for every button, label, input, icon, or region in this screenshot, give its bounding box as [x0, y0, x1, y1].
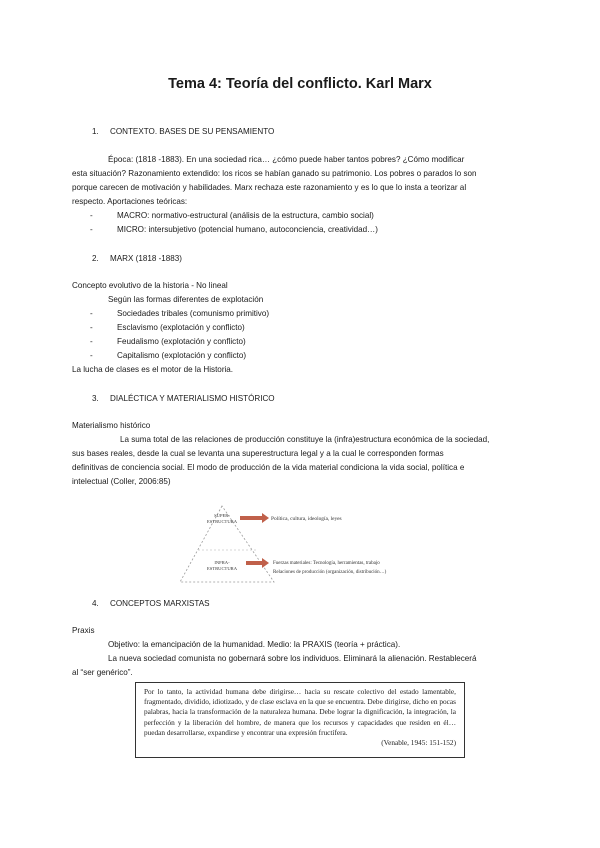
- section-4-line-2: La nueva sociedad comunista no gobernará sobre los individuos. Eliminará la alienación. Restablecerá: [108, 654, 477, 663]
- bullet-text: Capitalismo (explotación y conflicto): [117, 351, 247, 360]
- infrastructure-label-2: ESTRUCTURA: [206, 566, 238, 571]
- bullet-item: - MICRO: intersubjetivo (potencial humano, autoconciencia, creatividad…): [90, 225, 378, 234]
- quote-citation: (Venable, 1945: 151-152): [381, 738, 456, 748]
- quote-text: Por lo tanto, la actividad humana debe dirigirse… hacia su rescate colectivo del estado lamentable, fragmentado, dividido, idiotizado, y de clase esclava en la que se encuentra. Debe dirigirse, dicho en pocas palabras, hacia la transformación de la naturaleza humana. Debe lograr la dignificación, la integración, la perfección y la liberación del hombre, de manera que los recursos y capacidades que residen en él… puedan desarrollarse, expandirse y encontrar una expresión fructífera.: [144, 687, 456, 737]
- superstructure-label-1: SUPER-: [214, 513, 230, 518]
- bullet-text: Esclavismo (explotación y conflicto): [117, 323, 245, 332]
- section-2-heading: 2. MARX (1818 -1883): [92, 254, 182, 263]
- bullet-item: - Capitalismo (explotación y conflicto): [90, 351, 247, 360]
- section-4-line-3: al “ser genérico”.: [72, 668, 133, 677]
- section-1-line-2: esta situación? Razonamiento extendido: los ricos se habían ganado su patrimonio. Los pobres o parados lo son: [72, 169, 477, 178]
- bullet-item: - Esclavismo (explotación y conflicto): [90, 323, 245, 332]
- section-1-line-1: Época: (1818 -1883). En una sociedad rica… ¿cómo puede haber tantos pobres? ¿Cómo modificar: [108, 155, 465, 164]
- section-1-line-3: porque carecen de motivación y habilidades. Marx rechaza este razonamiento y es lo que lo insta a teorizar al: [72, 183, 467, 192]
- section-1-heading: 1. CONTEXTO. BASES DE SU PENSAMIENTO: [92, 127, 275, 136]
- section-3-subheading: Materialismo histórico: [72, 421, 151, 430]
- infrastructure-label-1: INFRA-: [214, 560, 230, 565]
- superstructure-description: Política, cultura, ideología, leyes: [271, 516, 342, 522]
- section-4-subheading: Praxis: [72, 626, 95, 635]
- bullet-text: Sociedades tribales (comunismo primitivo): [117, 309, 270, 318]
- section-2-conclusion: La lucha de clases es el motor de la Historia.: [72, 365, 234, 374]
- section-3-line-4: intelectual (Coller, 2006:85): [72, 477, 171, 486]
- base-superstructure-diagram: [170, 498, 440, 588]
- arrow-top-icon: [240, 513, 269, 523]
- bullet-item: - Feudalismo (explotación y conflicto): [90, 337, 246, 346]
- section-1-line-4: respecto. Aportaciones teóricas:: [72, 197, 188, 206]
- section-4-line-1: Objetivo: la emancipación de la humanidad. Medio: la PRAXIS (teoría + práctica).: [108, 640, 401, 649]
- infrastructure-description-2: Relaciones de producción (organización, distribución…): [273, 570, 387, 575]
- bullet-item: - Sociedades tribales (comunismo primitivo): [90, 309, 270, 318]
- infrastructure-description-1: Fuerzas materiales: Tecnología, herramientas, trabajo: [273, 561, 380, 566]
- section-3-line-2: sus bases reales, desde la cual se levanta una superestructura legal y a la cual le corresponden formas: [72, 449, 444, 458]
- section-2-subtitle: Según las formas diferentes de explotación: [108, 295, 264, 304]
- bullet-item: - MACRO: normativo-estructural (análisis de la estructura, cambio social): [90, 211, 374, 220]
- section-3-line-3: definitivas de conciencia social. El modo de producción de la vida material condiciona la vida social, política e: [72, 463, 465, 472]
- section-3-heading: 3. DIALÉCTICA Y MATERIALISMO HISTÓRICO: [92, 394, 275, 403]
- bullet-text: MACRO: normativo-estructural (análisis de la estructura, cambio social): [117, 211, 374, 220]
- bullet-text: MICRO: intersubjetivo (potencial humano, autoconciencia, creatividad…): [117, 225, 378, 234]
- arrow-bottom-icon: [246, 558, 269, 568]
- section-3-line-1: La suma total de las relaciones de producción constituye la (infra)estructura económica de la sociedad,: [120, 435, 490, 444]
- section-2-concept: Concepto evolutivo de la historia - No lineal: [72, 281, 228, 290]
- quote-box: [135, 682, 465, 758]
- bullet-text: Feudalismo (explotación y conflicto): [117, 337, 246, 346]
- section-4-heading: 4. CONCEPTOS MARXISTAS: [92, 599, 210, 608]
- superstructure-label-2: ESTRUCTURA: [206, 519, 238, 524]
- page-title: Tema 4: Teoría del conflicto. Karl Marx: [168, 76, 432, 92]
